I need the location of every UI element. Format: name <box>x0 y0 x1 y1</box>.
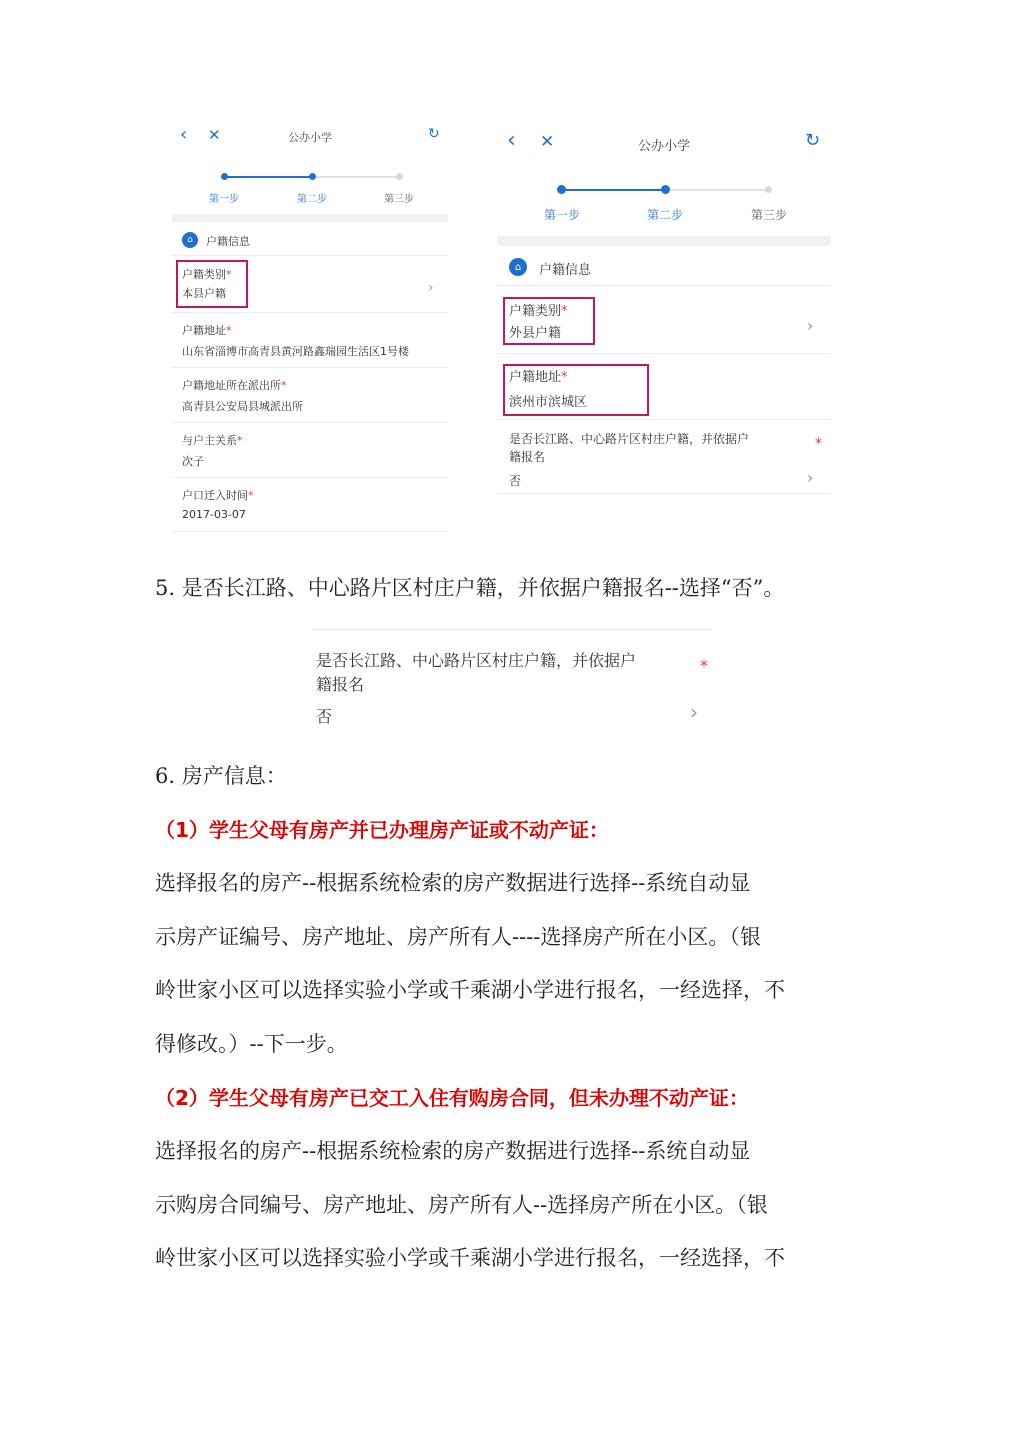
field-value: 外县户籍 <box>509 326 562 341</box>
field-label: 户口迁入时间 <box>182 489 248 502</box>
field-value: 高青县公安局县城派出所 <box>182 400 303 413</box>
close-icon[interactable]: ✕ <box>208 126 221 144</box>
snippet-label-line2: 籍报名 <box>316 675 365 694</box>
step-dot-2 <box>661 185 670 194</box>
field-police-station[interactable] <box>172 369 448 423</box>
required-mark: * <box>226 324 232 337</box>
snippet-label-line1: 是否长江路、中心路片区村庄户籍，并依据户 <box>316 651 637 670</box>
step-dot-1 <box>557 185 566 194</box>
field-hukou-address[interactable] <box>172 314 448 368</box>
step5-text: 5. 是否长江路、中心路片区村庄户籍，并依据户籍报名--选择“否”。 <box>155 576 785 600</box>
step-dot-2 <box>309 173 316 180</box>
field-value: 次子 <box>182 455 204 468</box>
required-mark: * <box>248 489 254 502</box>
section-title: 户籍信息 <box>206 235 250 248</box>
field-label: 与户主关系 <box>182 434 237 447</box>
step-dot-3 <box>396 173 403 180</box>
back-icon[interactable]: ‹ <box>507 128 516 153</box>
field-label: 是否长江路、中心路片区村庄户籍，并依据户 <box>509 432 750 446</box>
sub1-line-4: 得修改。）--下一步。 <box>155 1032 348 1056</box>
field-label-cont: 籍报名 <box>509 450 546 464</box>
sub2-line-1: 选择报名的房产--根据系统检索的房产数据进行选择--系统自动显 <box>155 1139 751 1163</box>
sub1-line-3: 岭世家小区可以选择实验小学或千乘湖小学进行报名，一经选择，不 <box>155 978 785 1002</box>
home-icon: ⌂ <box>182 232 198 248</box>
village-hukou-snippet <box>314 629 710 734</box>
field-move-in-date[interactable] <box>172 479 448 532</box>
field-label: 户籍地址 <box>182 324 226 337</box>
required-mark: * <box>815 436 822 452</box>
section-header <box>172 226 448 256</box>
close-icon[interactable]: ✕ <box>540 132 555 152</box>
field-relation[interactable] <box>172 424 448 478</box>
chevron-right-icon: › <box>807 316 814 335</box>
step-label-1: 第一步 <box>543 208 580 222</box>
sub2-heading: （2）学生父母有房产已交工入住有购房合同，但未办理不动产证： <box>155 1086 749 1110</box>
refresh-icon[interactable]: ↻ <box>428 126 440 142</box>
section-header <box>497 248 831 286</box>
field-label: 户籍地址 <box>509 370 562 385</box>
highlight-box <box>503 297 595 345</box>
field-label: 户籍类别 <box>509 304 562 319</box>
sub1-line-1: 选择报名的房产--根据系统检索的房产数据进行选择--系统自动显 <box>155 871 751 895</box>
step-label-3: 第三步 <box>750 208 787 222</box>
chevron-right-icon: › <box>807 468 814 487</box>
right-phone-screenshot <box>497 118 831 502</box>
required-mark: * <box>281 379 287 392</box>
required-mark: * <box>237 434 243 447</box>
chevron-right-icon: › <box>428 280 434 296</box>
required-mark: * <box>700 656 708 675</box>
field-village-hukou[interactable] <box>497 422 831 494</box>
step6-heading: 6. 房产信息： <box>155 764 287 788</box>
required-mark: * <box>561 370 568 385</box>
sub1-line-2: 示房产证编号、房产地址、房产所有人----选择房产所在小区。（银 <box>155 925 761 949</box>
page-title: 公办小学 <box>288 131 332 144</box>
step-progress <box>172 168 448 208</box>
field-value: 滨州市滨城区 <box>509 395 588 410</box>
page-title: 公办小学 <box>637 139 690 154</box>
step-label-2: 第二步 <box>646 208 683 222</box>
section-title: 户籍信息 <box>539 263 592 278</box>
step-dot-1 <box>221 173 228 180</box>
sub2-line-2: 示购房合同编号、房产地址、房产所有人--选择房产所在小区。（银 <box>155 1193 768 1217</box>
step-progress <box>497 184 831 224</box>
chevron-right-icon: › <box>690 700 698 724</box>
field-value: 山东省淄博市高青县黄河路鑫瑞园生活区1号楼 <box>182 345 409 358</box>
step-label-3: 第三步 <box>384 194 414 205</box>
step-label-2: 第二步 <box>297 194 327 205</box>
refresh-icon[interactable]: ↻ <box>805 130 821 151</box>
field-label: 户籍地址所在派出所 <box>182 379 281 392</box>
step-label-1: 第一步 <box>209 194 239 205</box>
left-phone-screenshot <box>172 118 448 534</box>
field-label: 户籍类别 <box>182 268 226 281</box>
highlight-box <box>503 364 649 416</box>
snippet-value: 否 <box>316 707 333 726</box>
sub2-line-3: 岭世家小区可以选择实验小学或千乘湖小学进行报名，一经选择，不 <box>155 1246 785 1270</box>
field-value: 2017-03-07 <box>182 508 246 521</box>
required-mark: * <box>226 268 232 281</box>
step-dot-3 <box>765 186 772 193</box>
sub1-heading: （1）学生父母有房产并已办理房产证或不动产证： <box>155 818 609 842</box>
field-value: 本县户籍 <box>182 287 226 300</box>
home-icon: ⌂ <box>509 258 527 276</box>
highlight-box <box>176 260 248 308</box>
field-value: 否 <box>509 474 522 488</box>
back-icon[interactable]: ‹ <box>180 124 188 145</box>
required-mark: * <box>561 304 568 319</box>
